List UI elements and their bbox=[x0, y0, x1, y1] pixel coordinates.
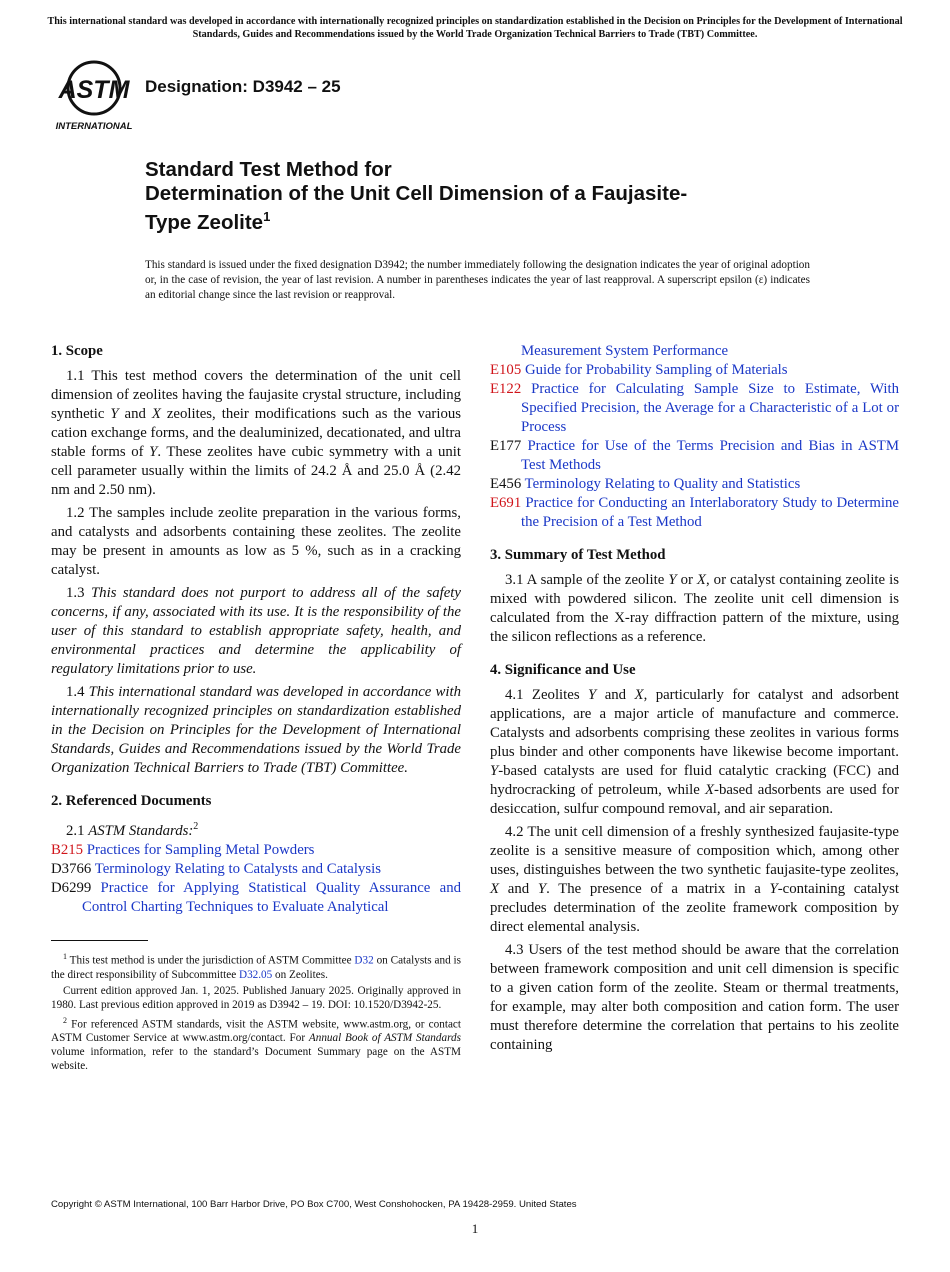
text-run: This test method is under the jurisdiction of ASTM Committee bbox=[67, 954, 355, 967]
text-run: -containing catalyst precludes determination of the zeolite framework composition by direct elemental analysis. bbox=[490, 881, 900, 935]
text-run: Annual Book of ASTM Standards bbox=[308, 1032, 461, 1045]
section-4-heading: 4. Significance and Use bbox=[490, 662, 636, 678]
text-run: . These zeolites have cubic symmetry with a unit cell parameter usually within the limits of 24.2 Å and 25.0 Å (2.42 nm and 2.50 nm). bbox=[51, 444, 461, 498]
left-column bbox=[51, 342, 461, 917]
reference-code: D3766 bbox=[51, 860, 92, 877]
footnote-mark: 1 bbox=[63, 952, 67, 961]
reference-link[interactable]: Practice for Calculating Sample Size to Estimate, With Specified Precision, the Average for a Characteristic of a Lot or Process bbox=[521, 381, 900, 435]
title-line-2: Determination of the Unit Cell Dimension of a Faujasite- bbox=[145, 181, 688, 205]
reference-code[interactable]: E105 bbox=[490, 362, 522, 378]
reference-code[interactable]: E691 bbox=[490, 495, 522, 511]
text-run: X bbox=[634, 687, 644, 703]
text-run: or bbox=[676, 572, 697, 588]
subcommittee-link[interactable]: D32.05 bbox=[238, 968, 273, 981]
paragraph-4-3: 4.3 Users of the test method should be aware that the correlation between framework composition and unit cell dimension is specific to a given cation form of the zeolite. Steam or thermal treatments, for example, may alter both composition and cation form. The user must therefore determine the correlation that pertains to his zeolite containing bbox=[490, 942, 899, 1053]
text-run: Y bbox=[490, 763, 499, 779]
footnote-divider bbox=[51, 940, 148, 941]
reference-d6299[interactable] bbox=[51, 879, 461, 917]
text-run: . The presence of a matrix in a bbox=[546, 881, 770, 897]
svg-text:ASTM: ASTM bbox=[58, 76, 130, 104]
page-number: 1 bbox=[471, 1221, 479, 1236]
committee-link[interactable]: D32 bbox=[354, 954, 374, 967]
document-title bbox=[145, 158, 845, 234]
footnote-1 bbox=[51, 950, 461, 982]
text-run: X bbox=[696, 572, 706, 588]
reference-link[interactable]: Practice for Use of the Terms Precision and Bias in ASTM Test Methods bbox=[521, 438, 899, 473]
text-run: Y bbox=[668, 572, 677, 588]
text-run: on Zeolites. bbox=[272, 968, 328, 981]
text-run: 1.4 bbox=[66, 684, 89, 700]
reference-link[interactable]: Practice for Applying Statistical Quality Assurance and Control Charting Techniques to Evaluate Analytical bbox=[82, 879, 461, 915]
paragraph-1-1 bbox=[51, 367, 461, 500]
text-run: 4.2 The unit cell dimension of a freshly synthesized faujasite-type zeolite is a sensitive measure of composition which, among other uses, distinguishes between the two synthetic faujasite-type zeolites, bbox=[490, 824, 899, 878]
text-run: 2.1 bbox=[66, 822, 89, 839]
text-run: and bbox=[596, 687, 635, 703]
reference-code[interactable]: B215 bbox=[51, 841, 84, 858]
reference-link[interactable]: Practice for Conducting an Interlaboratory Study to Determine the Precision of a Test Method bbox=[521, 495, 899, 530]
svg-text:INTERNATIONAL: INTERNATIONAL bbox=[55, 121, 133, 132]
text-run: , particularly for catalyst and adsorbent applications, are a major article of manufacture and commerce. Catalysts and adsorbents comprising these zeolites in various forms plus binder and other components have likewise become important. bbox=[490, 687, 900, 760]
text-run: on Catalysts and is the direct responsibility of Subcommittee bbox=[51, 954, 462, 981]
title-line-3-text: Type Zeolite bbox=[145, 210, 264, 234]
reference-d3766[interactable] bbox=[51, 860, 461, 879]
paragraph-4-1 bbox=[490, 686, 899, 819]
reference-link[interactable]: Practices for Sampling Metal Powders bbox=[86, 841, 315, 858]
reference-code: E177 bbox=[490, 438, 522, 454]
reference-e177[interactable] bbox=[490, 437, 899, 475]
section-2-heading: 2. Referenced Documents bbox=[51, 793, 212, 809]
reference-b215[interactable] bbox=[51, 841, 461, 860]
paragraph-1-3 bbox=[51, 584, 461, 679]
text-run: 3.1 A sample of the zeolite bbox=[505, 572, 669, 588]
text-run: Y bbox=[110, 406, 119, 422]
text-run: ASTM Standards: bbox=[88, 822, 194, 839]
reference-link[interactable]: Terminology Relating to Catalysts and Catalysis bbox=[94, 860, 381, 877]
paragraph-1-4 bbox=[51, 683, 461, 778]
text-run: -based adsorbents are used for desiccation, sulfur compound removal, and air separation. bbox=[490, 782, 899, 817]
issued-note: This standard is issued under the fixed designation D3942; the number immediately following the designation indicates the year of original adoption or, in the case of revision, the year of last revision. A number in parentheses indicates the year of last reapproval. A superscript epsilon (ε) indicates an editorial change since the last revision or reapproval. bbox=[145, 259, 810, 301]
text-run: Y bbox=[149, 444, 158, 460]
footnote-mark: 2 bbox=[63, 1015, 67, 1025]
reference-e122[interactable] bbox=[490, 380, 899, 437]
title-line-1: Standard Test Method for bbox=[145, 158, 392, 181]
text-run: This standard does not purport to address all of the safety concerns, if any, associated with its use. It is the responsibility of the user of this standard to establish appropriate safety, health, and environmental practices and determine the applicability of regulatory limitations prior to use. bbox=[51, 585, 461, 677]
reference-d6299-continued[interactable] bbox=[490, 342, 899, 361]
text-run: 1.1 This test method covers the determination of the unit cell dimension of zeolites having the faujasite crystal structure, including synthetic bbox=[51, 368, 461, 422]
reference-e456[interactable] bbox=[490, 475, 899, 494]
text-run: and bbox=[118, 406, 152, 422]
text-run: X bbox=[490, 881, 500, 897]
reference-code[interactable]: E122 bbox=[490, 381, 522, 397]
text-run: Y bbox=[769, 881, 778, 897]
text-run: -based catalysts are used for fluid catalytic cracking (FCC) and hydrocracking of petroleum, while bbox=[490, 763, 899, 798]
text-run: , or catalyst containing zeolite is mixed with powdered silicon. The zeolite unit cell dimension is calculated from the X-ray diffraction pattern of the mixture, using the silicon reflections as a reference. bbox=[490, 572, 899, 645]
reference-link[interactable]: Measurement System Performance bbox=[521, 343, 729, 359]
copyright-notice: Copyright © ASTM International, 100 Barr Harbor Drive, PO Box C700, West Conshohocken, PA 19428-2959. United States bbox=[51, 1199, 577, 1210]
text-run: This international standard was developed in accordance with internationally recognized principles on standardization established in the Decision on Principles for the Development of International Standards, Guides and Recommendations issued by the World Trade Organization Technical Barriers to Trade (TBT) Committee. bbox=[51, 684, 461, 776]
paragraph-1-2: 1.2 The samples include zeolite preparation in the various forms, and catalysts and adsorbents containing these zeolites. The zeolite may be present in amounts as low as 5 %, such as in a cracking catalyst. bbox=[51, 505, 461, 578]
section-3-heading: 3. Summary of Test Method bbox=[490, 547, 666, 563]
text-run: volume information, refer to the standard’s Document Summary page on the ASTM website. bbox=[51, 1046, 461, 1073]
footnote-2 bbox=[51, 1014, 461, 1074]
text-run: X bbox=[704, 782, 715, 798]
right-column bbox=[490, 342, 899, 1059]
paragraph-3-1 bbox=[490, 571, 899, 647]
reference-link[interactable]: Guide for Probability Sampling of Materials bbox=[524, 362, 788, 378]
reference-e105[interactable] bbox=[490, 361, 899, 380]
footnote-mark: 2 bbox=[193, 821, 199, 832]
text-run: 1.3 bbox=[66, 585, 91, 601]
top-note: This international standard was developed in accordance with internationally recognized principles on standardization established in the Decision on Principles for the Development of International Standards, Guides and Recommendations issued by the World Trade Organization Technical Barriers to Trade (TBT) Committee. bbox=[47, 16, 903, 40]
title-footnote-mark: 1 bbox=[263, 209, 271, 224]
text-run: Y bbox=[588, 687, 597, 703]
text-run: 4.1 Zeolites bbox=[505, 687, 589, 703]
text-run: zeolites, their modifications such as the various cation exchange forms, and the dealuminized, decationated, and ultra stable forms of bbox=[51, 406, 462, 460]
text-run: and bbox=[499, 881, 538, 897]
astm-international-logo bbox=[52, 56, 136, 132]
astm-standards-label bbox=[66, 817, 461, 841]
title-line-3 bbox=[145, 205, 845, 234]
text-run: Y bbox=[537, 881, 547, 897]
paragraph-4-2 bbox=[490, 823, 899, 937]
reference-e691[interactable] bbox=[490, 494, 899, 532]
designation: Designation: D3942 – 25 bbox=[145, 77, 341, 96]
reference-code: D6299 bbox=[51, 879, 92, 896]
section-1-heading: 1. Scope bbox=[51, 343, 103, 359]
text-run: For referenced ASTM standards, visit the ASTM website, www.astm.org, or contact ASTM Customer Service at www.astm.org/contact. For bbox=[51, 1018, 461, 1045]
reference-link[interactable]: Terminology Relating to Quality and Statistics bbox=[524, 476, 801, 492]
text-run: X bbox=[151, 406, 161, 422]
footnote-1-edition: Current edition approved Jan. 1, 2025. Published January 2025. Originally approved in 1980. Last previous edition approved in 2019 as D3942 – 19. DOI: 10.1520/D3942-25. bbox=[51, 984, 461, 1011]
footnotes bbox=[51, 950, 461, 1075]
reference-code: E456 bbox=[490, 476, 522, 492]
